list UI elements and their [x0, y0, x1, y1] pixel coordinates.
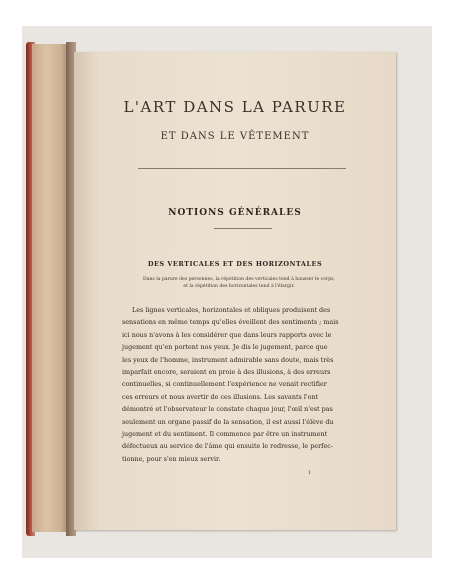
- body-line: sensations en même temps qu'elles éveillent des sentiments ; mais: [122, 318, 339, 327]
- section-title: NOTIONS GÉNÉRALES: [168, 208, 302, 218]
- section-rule: [214, 228, 272, 229]
- body-line: jugement qu'en portent nos yeux. Je dis le jugement, parce que: [122, 343, 328, 352]
- body-line: les yeux de l'homme, instrument admirable sans doute, mais très: [122, 355, 334, 364]
- body-line: continuelles, si continuellement l'expérience ne venait rectifier: [122, 380, 327, 389]
- page-subtitle: ET DANS LE VÊTEMENT: [160, 131, 310, 142]
- title-rule: [138, 168, 346, 169]
- body-paragraph: [122, 304, 362, 465]
- body-line: défectueux au service de l'âme qui ensuite le redresse, le perfec-: [122, 442, 334, 451]
- open-book: [26, 42, 398, 536]
- body-line: ici nous n'avons à les considérer que dans leurs rapports avec le: [122, 330, 332, 339]
- body-line: seulement un organe passif de la sensation, il est aussi l'élève du: [122, 417, 334, 426]
- page-number: 1: [308, 470, 312, 476]
- body-line: imparfait encore, seraient en proie à des illusions, à des erreurs: [122, 368, 331, 377]
- body-line: jugement et du sentiment. Il commence par être un instrument: [122, 430, 328, 439]
- left-page-edge: [32, 44, 68, 532]
- chapter-summary: [134, 277, 344, 290]
- body-line: Les lignes verticales, horizontales et obliques produisent des: [132, 306, 331, 314]
- summary-line: et la répétition des horizontales tend à l'élargir.: [183, 283, 295, 289]
- body-line: ces erreurs et nous avertir de ces illusions. Les savants l'ont: [122, 392, 319, 401]
- book-page: [74, 52, 396, 530]
- chapter-heading: DES VERTICALES ET DES HORIZONTALES: [147, 260, 323, 268]
- body-line: tionne, pour s'en mieux servir.: [122, 454, 221, 463]
- body-line: démontré et l'observateur le constate chaque jour, l'œil n'est pas: [122, 405, 333, 414]
- summary-line: Dans la parure des personnes, la répétition des verticales tend à hausser le corps,: [143, 277, 335, 282]
- page-title: L'ART DANS LA PARURE: [123, 98, 347, 116]
